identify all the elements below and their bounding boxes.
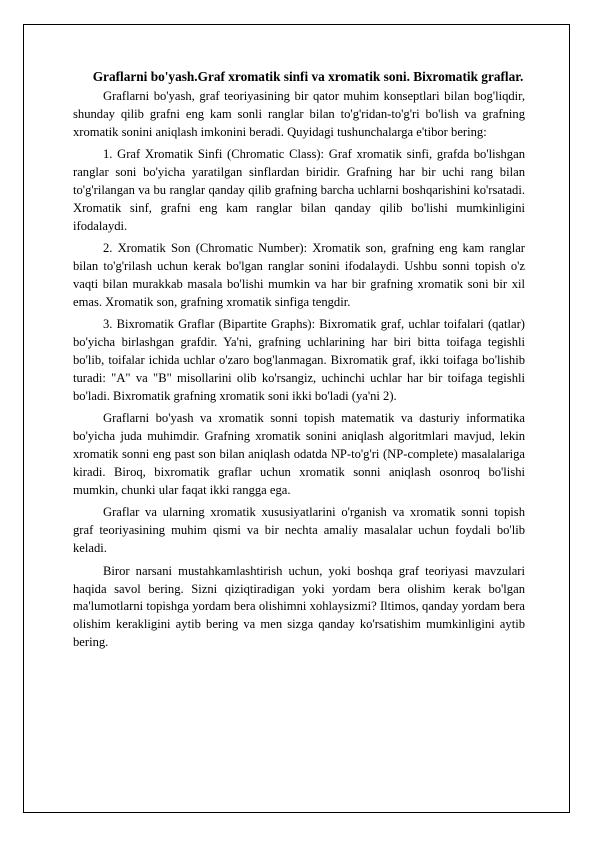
paragraph-importance: Graflarni bo'yash va xromatik sonni topish matematik va dasturiy informatika bo'yicha juda muhimdir. Grafning xromatik sonini aniqlash algoritmlari mavjud, lekin xromatik sonni eng past son bilan aniqlash odatda NP-to'g'ri (NP-complete) masalalariga kiradi. Biroq, bixromatik graflar uchun xromatik sonni aniqlash osonroq bo'lishi mumkin, chunki ular faqat ikki rangga ega.	[73, 411, 525, 498]
paragraph-closing: Biror narsani mustahkamlashtirish uchun, yoki boshqa graf teoriyasi mavzulari haqida savol bering. Sizni qiziqtiradigan yoki yordam bera olishim kerak bo'lgan ma'lumotlarni topishga yordam bera olishimni xohlaysizmi? Iltimos, qanday yordam bera olishim kerakligini aytib bering va men sizga qanday ko'rsatishim mumkinligini aytib bering.	[73, 563, 525, 650]
document-title: Graflarni bo'yash.Graf xromatik sinfi va xromatik soni. Bixromatik graflar.	[92, 69, 524, 84]
paragraph-study: Graflar va ularning xromatik xususiyatlarini o'rganish va xromatik sonni topish graf teoriyasining muhim qismi va bir nechta amaliy masalalar uchun foydali bo'lib keladi.	[73, 505, 525, 556]
paragraph-chromatic-class: 1. Graf Xromatik Sinfi (Chromatic Class): Graf xromatik sinfi, grafda bo'lishgan ranglar soni bo'yicha yaratilgan sinflardan biridir. Grafning har bir uchi rang bilan to'g'rilangan va bu ranglar qanday qilib grafning barcha uchlarni boshqarishini ko'rsatadi. Xromatik sinf, grafni eng kam ranglar bilan qanday qilib bo'lishi mumkinligini ifodalaydi.	[73, 147, 525, 233]
paragraph-bipartite-graphs: 3. Bixromatik Graflar (Bipartite Graphs): Bixromatik graf, uchlar toifalari (qatlar) bo'yicha birlashgan grafdir. Ya'ni, grafning uchlarining har biri bitta toifaga tegishli bo'lib, toifalar ichida uchlar o'zaro bog'lanmagan. Bixromatik graf, ikki toifaga bo'lishib turadi: "A" va "B" misollarini olib ko'rsangiz, uchinchi uchlar har bir toifaga tegishli bo'ladi. Bixromatik grafning xromatik soni ikki bo'ladi (ya'ni 2).	[73, 317, 525, 403]
paragraph-intro: Graflarni bo'yash, graf teoriyasining bir qator muhim konseptlari bilan bog'liqdir, shunday qilib grafni eng kam sonli ranglar bilan to'g'ridan-to'g'ri bo'lish va grafning xromatik sonini aniqlash imkonini beradi. Quyidagi tushunchalarga e'tibor bering:	[73, 89, 525, 139]
paragraph-chromatic-number: 2. Xromatik Son (Chromatic Number): Xromatik son, grafning eng kam ranglar bilan to'g'rilash uchun kerak bo'lgan ranglar sonini ifodalaydi. Ushbu sonni topish o'z vaqti bilan murakkab masala bo'lishi mumkin va har bir grafning xromatik soni bir xil emas. Xromatik son, grafning xromatik sinfiga tengdir.	[73, 241, 525, 309]
document-body	[73, 68, 525, 657]
